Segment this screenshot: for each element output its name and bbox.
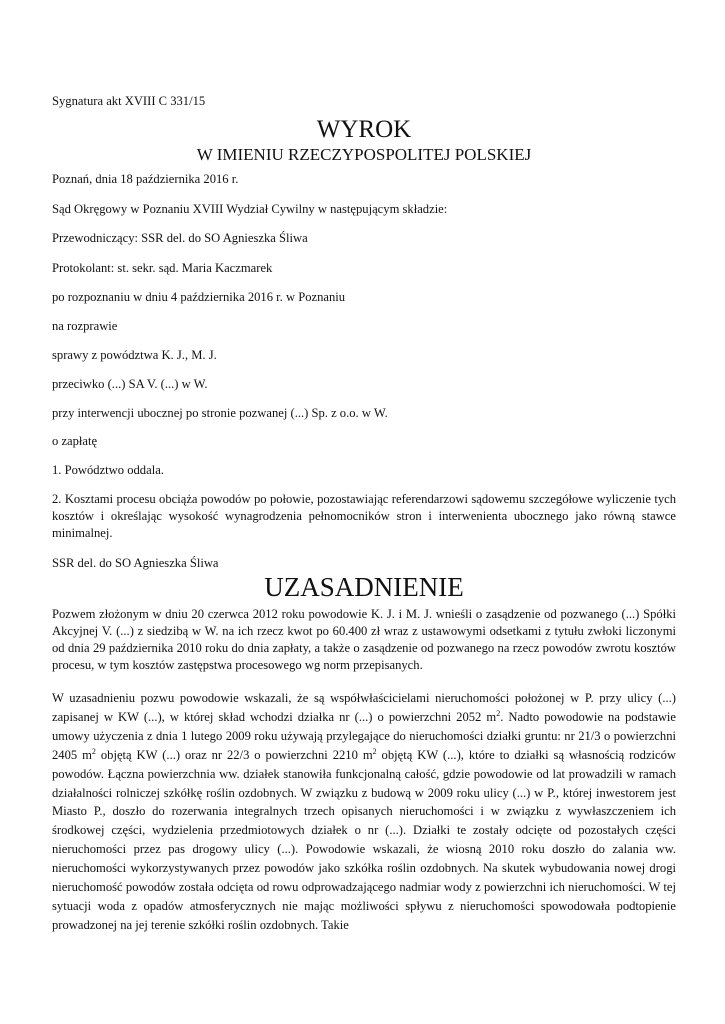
justification-title: UZASADNIENIE	[264, 572, 464, 602]
square-meter-superscript: 2	[496, 708, 501, 718]
plaintiffs: sprawy z powództwa K. J., M. J.	[52, 348, 217, 362]
square-meter-superscript: 2	[91, 746, 96, 756]
verdict-point-1: 1. Powództwo oddala.	[52, 463, 164, 477]
verdict-title: WYROK	[316, 116, 412, 143]
session-type: na rozprawie	[52, 319, 118, 333]
justification-paragraph-1: Pozwem złożonym w dniu 20 czerwca 2012 roku powodowie K. J. i M. J. wnieśli o zasądzenie od pozwanego (...) Spółki Akcyjnej V. (...) z siedzibą w W. na ich rzecz kwot po 60.400 zł wraz z ustawowymi odsetkami z tytułu zwłoki liczonymi od dnia 29 października 2010 roku do dnia zapłaty, a także o zasądzenie od pozwanego na rzecz powodów zwrotu kosztów procesu, w tym kosztów zastępstwa procesowego wg norm przepisanych.	[52, 607, 676, 672]
verdict-point-2: 2. Kosztami procesu obciąża powodów po połowie, pozostawiając referendarzowi sądowemu szczegółowe wyliczenie tych kosztów i określając wysokość wynagrodzenia pełnomocników stron i interwenienta ubocznego jako równą stawce minimalnej.	[52, 492, 676, 540]
presiding-judge: Przewodniczący: SSR del. do SO Agnieszka Śliwa	[52, 231, 308, 245]
court-composition: Sąd Okręgowy w Poznaniu XVIII Wydział Cywilny w następującym składzie:	[52, 202, 448, 216]
place-date: Poznań, dnia 18 października 2016 r.	[52, 172, 239, 186]
case-signature: Sygnatura akt XVIII C 331/15	[52, 94, 206, 108]
court-clerk: Protokolant: st. sekr. sąd. Maria Kaczmarek	[52, 261, 273, 275]
verdict-subtitle: W IMIENIU RZECZYPOSPOLITEJ POLSKIEJ	[196, 145, 532, 164]
justification-paragraph-2: W uzasadnieniu pozwu powodowie wskazali, że są współwłaścicielami nieruchomości położonej w P. przy ulicy (...) zapisanej w KW (...), w której skład wchodzi działka nr (...) o powierzchni 2052 $m^2$. Nadto powodowie na podstawie umowy użyczenia z dnia 1 lutego 2009 roku używają przylegające do nieruchomości działki gruntu: nr 21/3 o powierzchni 2405 $m^2$ objętą KW (...) oraz nr 22/3 o powierzchni 2210 $m^2$ objętą KW (...), które to działki są własnością rodziców powodów. Łączna powierzchnia ww. działek stanowiła funkcjonalną całość, gdzie powodowie od lat prowadzili w ramach działalności rolniczej szkółkę roślin ozdobnych. W związku z budową w 2009 roku ulicy (...) w P., której inwestorem jest Miasto P., doszło do rozerwania integralnych trzech opisanych nieruchomości i w związku z wywłaszczeniem ich środkowej części, wydzielenia przedmiotowych działek o nr (...). Działki te zostały odcięte od pozostałych części nieruchomości przez pas drogowy ulicy (...). Powodowie wskazali, że wiosną 2010 roku doszło do zalania ww. nieruchomości wykorzystywanych przez powodów jako szkółka roślin ozdobnych. Na skutek wybudowania nowej drogi nieruchomość powodów została odcięta od rowu odprowadzającego nadmiar wody z powierzchni ich nieruchomości. W tej sytuacji woda z opadów atmosferycznych nie mając możliwości spływu z nieruchomości spowodowała podtopienie prowadzonej na jej terenie szkółki roślin ozdobnych. Takie	[52, 691, 677, 932]
intervener: przy interwencji ubocznej po stronie pozwanej (...) Sp. z o.o. w W.	[52, 406, 388, 420]
case-subject: o zapłatę	[52, 434, 98, 448]
defendant: przeciwko (...) SA V. (...) w W.	[52, 377, 208, 391]
square-meter-superscript: 2	[372, 746, 377, 756]
hearing-date: po rozpoznaniu w dniu 4 października 2016 r. w Poznaniu	[52, 290, 346, 304]
judge-signature: SSR del. do SO Agnieszka Śliwa	[52, 556, 219, 570]
